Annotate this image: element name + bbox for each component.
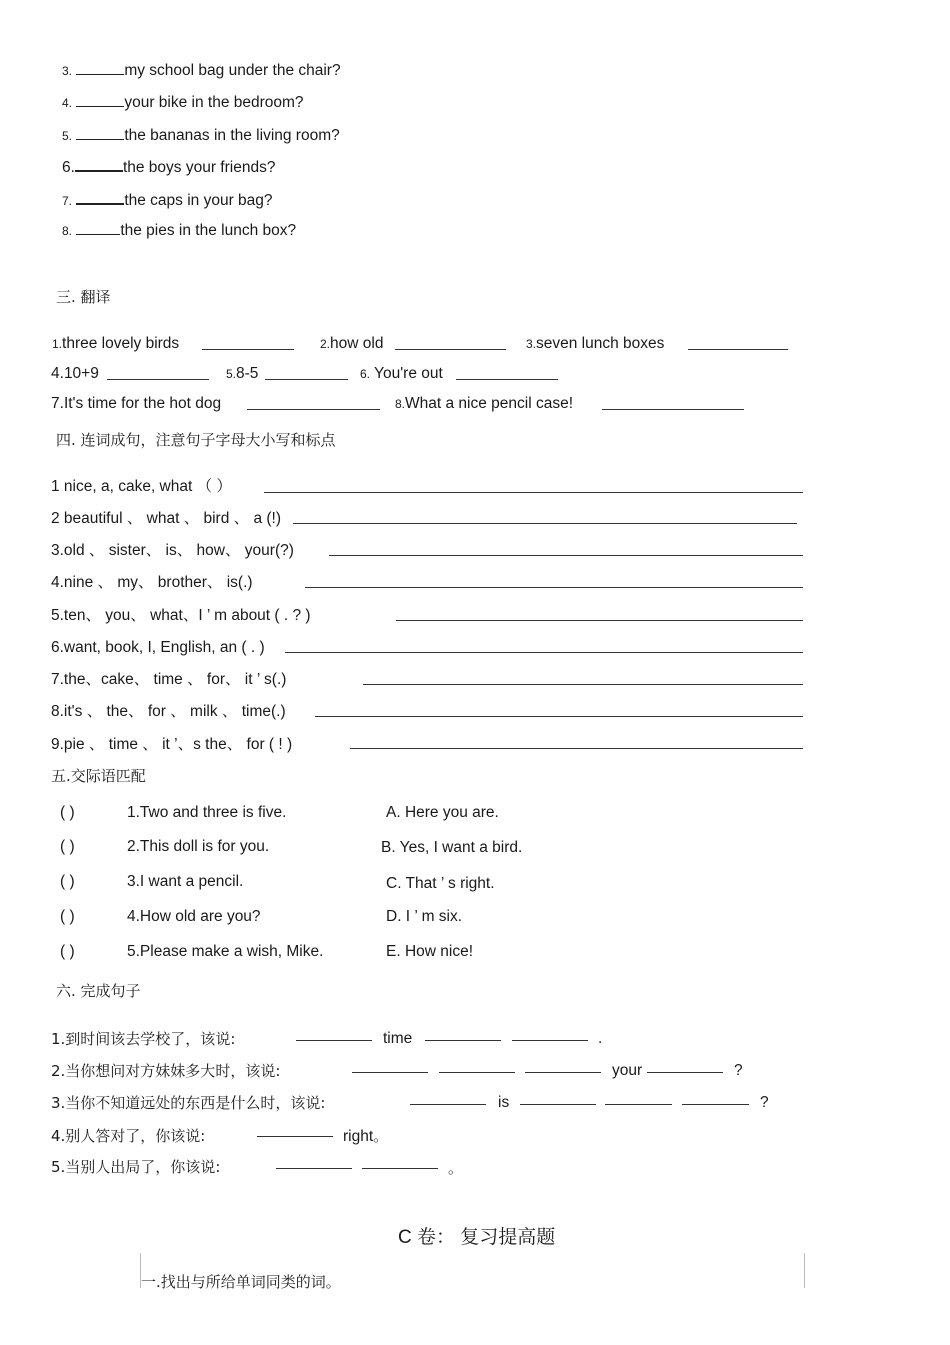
match-right-item: D. I ’ m six. xyxy=(386,908,463,925)
answer-line[interactable] xyxy=(396,620,803,621)
answer-line[interactable] xyxy=(456,379,558,380)
section-3-heading: 三. 翻译 xyxy=(56,288,111,306)
answer-line[interactable] xyxy=(350,748,803,749)
end-punct: . xyxy=(598,1030,603,1047)
match-paren[interactable]: ( ) xyxy=(60,908,75,925)
part-c-subheading: 一.找出与所给单词同类的词。 xyxy=(141,1273,341,1291)
answer-blank[interactable] xyxy=(76,92,124,107)
complete-prompt: 2.当你想问对方妹妹多大时，该说: xyxy=(51,1062,281,1080)
question-item: 7. the caps in your bag? xyxy=(62,189,273,211)
answer-line[interactable] xyxy=(602,409,744,410)
answer-blank[interactable] xyxy=(76,220,120,235)
answer-blank[interactable] xyxy=(76,125,124,140)
translate-item: 8.What a nice pencil case! xyxy=(395,395,574,412)
answer-blank[interactable] xyxy=(76,60,124,75)
answer-line[interactable] xyxy=(362,1168,438,1169)
sentence-item: 5.ten、 you、 what、I ’ m about ( . ? ) xyxy=(51,607,311,624)
match-left-item: 5.Please make a wish, Mike. xyxy=(127,943,324,960)
end-punct: ? xyxy=(734,1062,743,1079)
answer-line[interactable] xyxy=(315,716,803,717)
translate-item: 6. You're out xyxy=(360,365,443,382)
match-paren[interactable]: ( ) xyxy=(60,804,75,821)
sentence-item: 9.pie 、 time 、 it ’、s the、 for ( ! ) xyxy=(51,736,293,753)
answer-line[interactable] xyxy=(425,1040,501,1041)
answer-line[interactable] xyxy=(257,1136,333,1137)
answer-line[interactable] xyxy=(107,379,209,380)
translate-item: 2.how old xyxy=(320,335,384,352)
match-right-item: C. That ’ s right. xyxy=(386,875,495,892)
answer-line[interactable] xyxy=(305,587,803,588)
sentence-item: 3.old 、 sister、 is、 how、 your(?) xyxy=(51,542,294,559)
answer-line[interactable] xyxy=(296,1040,372,1041)
translate-item: 4.10+9 xyxy=(51,365,99,382)
given-word: your xyxy=(612,1062,643,1079)
answer-line[interactable] xyxy=(363,684,803,685)
complete-prompt: 5.当别人出局了，你该说: xyxy=(51,1158,221,1176)
answer-line[interactable] xyxy=(352,1072,428,1073)
section-5-heading: 五.交际语匹配 xyxy=(51,767,146,785)
translate-item: 5.8-5 xyxy=(226,365,259,382)
sentence-item: 6.want, book, I, English, an ( . ) xyxy=(51,639,265,656)
given-word: is xyxy=(498,1094,510,1111)
answer-line[interactable] xyxy=(410,1104,486,1105)
complete-prompt: 1.到时间该去学校了，该说: xyxy=(51,1030,236,1048)
sentence-item: 8.it's 、 the、 for 、 milk 、 time(.) xyxy=(51,703,286,720)
answer-line[interactable] xyxy=(682,1104,749,1105)
match-paren[interactable]: ( ) xyxy=(60,838,75,855)
answer-line[interactable] xyxy=(512,1040,588,1041)
given-word: right。 xyxy=(343,1127,389,1145)
match-right-item: B. Yes, I want a bird. xyxy=(381,839,523,856)
answer-line[interactable] xyxy=(439,1072,515,1073)
end-punct: ? xyxy=(760,1094,769,1111)
answer-blank[interactable] xyxy=(76,189,124,205)
match-right-item: A. Here you are. xyxy=(386,804,499,821)
question-item: 8. the pies in the lunch box? xyxy=(62,222,297,239)
answer-line[interactable] xyxy=(276,1168,352,1169)
sentence-item: 4.nine 、 my、 brother、 is(.) xyxy=(51,574,253,591)
end-punct: 。 xyxy=(448,1159,464,1177)
translate-item: 1.three lovely birds xyxy=(52,335,180,352)
sentence-item: 1 nice, a, cake, what （ ） xyxy=(51,478,232,495)
answer-line[interactable] xyxy=(329,555,803,556)
answer-line[interactable] xyxy=(647,1072,723,1073)
question-item: 4. your bike in the bedroom? xyxy=(62,94,304,111)
table-border-right xyxy=(804,1253,805,1288)
answer-line[interactable] xyxy=(247,409,380,410)
answer-line[interactable] xyxy=(285,652,803,653)
answer-line[interactable] xyxy=(395,349,506,350)
answer-line[interactable] xyxy=(265,379,348,380)
part-c-title: C 卷： 复习提高题 xyxy=(398,1227,556,1248)
answer-line[interactable] xyxy=(520,1104,596,1105)
given-word: time xyxy=(383,1030,413,1047)
answer-line[interactable] xyxy=(688,349,788,350)
match-paren[interactable]: ( ) xyxy=(60,943,75,960)
question-item: 3. my school bag under the chair? xyxy=(62,62,341,79)
answer-blank[interactable] xyxy=(75,156,123,172)
section-4-heading: 四. 连词成句，注意句子字母大小写和标点 xyxy=(56,431,336,449)
match-paren[interactable]: ( ) xyxy=(60,873,75,890)
match-left-item: 2.This doll is for you. xyxy=(127,838,270,855)
question-item: 6. the boys your friends? xyxy=(62,156,275,178)
match-left-item: 1.Two and three is five. xyxy=(127,804,287,821)
complete-prompt: 4.别人答对了，你该说: xyxy=(51,1127,206,1145)
answer-line[interactable] xyxy=(525,1072,601,1073)
answer-line[interactable] xyxy=(293,523,797,524)
translate-item: 3.seven lunch boxes xyxy=(526,335,665,352)
answer-line[interactable] xyxy=(264,492,803,493)
answer-line[interactable] xyxy=(605,1104,672,1105)
translate-item: 7.It's time for the hot dog xyxy=(51,395,222,412)
section-6-heading: 六. 完成句子 xyxy=(56,982,141,1000)
match-right-item: E. How nice! xyxy=(386,943,474,960)
question-item: 5. the bananas in the living room? xyxy=(62,127,340,144)
answer-line[interactable] xyxy=(202,349,294,350)
match-left-item: 3.I want a pencil. xyxy=(127,873,244,890)
sentence-item: 2 beautiful 、 what 、 bird 、 a (!) xyxy=(51,510,282,527)
complete-prompt: 3.当你不知道远处的东西是什么时，该说: xyxy=(51,1094,326,1112)
match-left-item: 4.How old are you? xyxy=(127,908,261,925)
sentence-item: 7.the、cake、 time 、 for、 it ’ s(.) xyxy=(51,671,287,688)
